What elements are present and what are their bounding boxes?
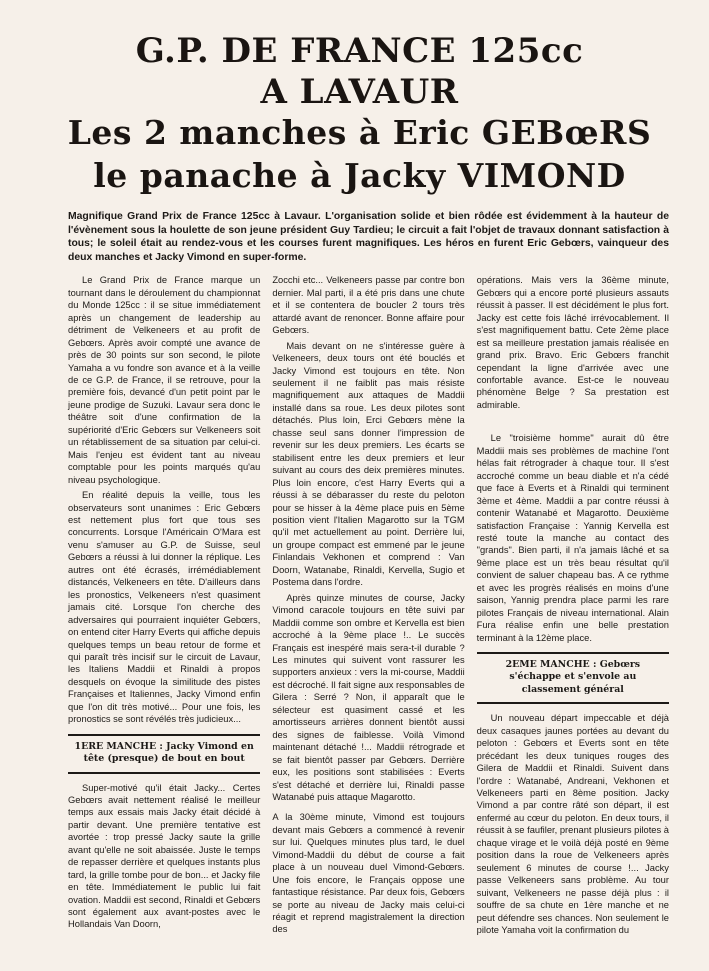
paragraph: Le Grand Prix de France marque un tournant dans le déroulement du championnat du Monde 125cc : il se situe immédiatement après un changement de leadership au détriment de Velkeneers et au profit de Gebœrs. Après avoir compté une avance de près de 30 points sur son second, le pilote Yamaha a vu fondre son avance et à la veille de ce G.P. de France, il se retrouve, pour la première fois, devancé d'un petit point par le jeune prodige de Suzuki. Lavaur sera donc le théâtre soit d'une confirmation de la supériorité d'Eric Gebœrs sur Velkeneers soit un rétablissement de sa situation par celui-ci. Mais l'enjeu est évident tant au niveau comptable pour les points marqués qu'au niveau psychologique. [68,275,261,485]
headline-line-4: le panache à Jacky VIMOND [93,156,626,195]
paragraph: Super-motivé qu'il était Jacky... Certes Gebœrs avait nettement réalisé le meilleur temps aux essais mais Jacky était décidé à partir devant. Une première tentative est avortée : trop pressé Jacky saute la grille avant qu'elle ne soit abaissée. Juste le temps de repasser derrière et quelques instants plus tard, la grille tombe pour de bon... et Jacky file en tête. Immédiatement le public lui fait ovation. Maddii est second, Rinaldi et Gebœrs sont également aux avant-postes avec le Hollandais Van Doorn, [68,782,261,930]
paragraph: Le "troisième homme" aurait dû être Maddii mais ses problèmes de machine l'ont hélas fait rétrograder à chaque tour. Il s'est accroché comme un beau diable et n'a cédé que face à Everts et à Rinaldi qui terminent 3ème et 4ème. Maddii a par contre réussi à contenir Watanabé et Magarotto. Deuxième satisfaction Française : Yannig Kervella est resté toute la manche au contact des "grands". Bien parti, il n'a jamais lâché et sa 9ème place est un très beau résultat qu'il convient de saluer chapeau bas. A ce rythme et avec les progrès réalisés en moins d'une saison, Yannig prendra place parmi les rare pilotes Français de niveau international. Alain Fura réalise enfin une belle prestation terminant à la 12ème place. [476,433,669,643]
paragraph: En réalité depuis la veille, tous les observateurs sont unanimes : Eric Gebœrs est nettement plus fort que tous ses concurrents. Lorsque l'Américain O'Mara est venu s'amuser au G.P. de Suisse, seul Gebœrs a réussi à lui donner la réplique. Les autres ont été écrasés, irrémédiablement distancés, Velkeneers en tête. D'ailleurs dans les pronostics, Velkeneers n'est quasiment jamais cité. Lorsque l'on cherche des adversaires qui pourraient inquiéter Gebœrs, on entend citer Harry Everts qui affiche depuis quelques temps un beau retour de forme et qui paraît très incisif sur le circuit de Lavaur, les Italiens Maddii et Rinaldi à propos desquels on évoque la similitude des pistes Françaises et Italiennes, Jacky Vimond enfin que l'on dit très motivé... Pour une fois, les pronostics se sont révélés très judicieux... [68,490,261,725]
headline-line-1: G.P. DE FRANCE 125cc [135,31,584,71]
headline [48,30,671,198]
paragraph: Un nouveau départ impeccable et déjà deux casaques jaunes portées au devant du peloton : Gebœrs et Everts sont en tête précédant les deux tuniques rouges des Gilera de Maddii et Rinaldi. Suivent dans l'ordre : Watanabé, Andreani, Vekhonen et Velkeneers parti en 8ème position. Jacky Vimond a par contre râté son départ, il est enfermé au cœur du peloton. En deux tours, il réussit à se faufiler, prenant plusieurs pilotes à chaque virage et le voilà déjà posté en 9ème position dans la roue de Velkeneers après seulement 6 minutes de course !... Jacky passe Velkeneers sans problème. Au tour suivant, Velkeneers ne passe déjà plus : il souffre de sa chute en 1ère manche et ne peut défendre ses chances. Non seulement le pilote Yamaha voit la confirmation du [476,713,669,935]
column-1 [68,274,260,939]
column-3 [477,274,669,939]
headline-line-2: A LAVAUR [260,72,459,112]
paragraph: A la 30ème minute, Vimond est toujours devant mais Gebœrs a commencé à revenir sur lui. Quelques minutes plus tard, le duel Vimond-Maddii du début de course a fait place à un nouveau duel Vimond-Gebœrs. Une fois encore, le Français oppose une fantastique résistance. Par deux fois, Gebœrs se porte au niveau de Jacky mais celui-ci réagit et reprend magistralement la direction des [272,812,465,935]
paragraph: Après quinze minutes de course, Jacky Vimond caracole toujours en tête suivi par Maddii comme son ombre et Kervella est bien accroché à la 9ème place !.. Le succès Français est inespéré mais sera-t-il durable ? Les minutes qui suivent vont rassurer les supporters anxieux : vers la mi-course, Maddii est décroché. Il fait signe aux responsables de Gilera : Serré ? Non, il apparaît que le sélecteur est quasiment cassé et les amortisseurs arrières donnent bientôt aussi des signes de faiblesse. Voilà Vimond maintenant détaché !... Maddii rétrograde et se fait bientôt passer par Gebœrs. Derrière eux, les positions sont stabilisées : Everts s'est détaché et derrière lui, Rinaldi passe Watanabé puis attaque Magarotto. [272,592,465,802]
paragraph: Zocchi etc... Velkeneers passe par contre bon dernier. Mal parti, il a été pris dans une chute et il se contentera de boucler 2 tours très attardé avant de renoncer. Bonne affaire pour Gebœrs. [272,275,465,336]
article-columns [68,274,669,939]
column-2 [272,274,464,939]
paragraph: opérations. Mais vers la 36ème minute, Gebœrs qui a encore porté plusieurs assauts réussit à passer. Il est décidément le plus fort. Jacky est cette fois lâché irrévocablement. Il s'est magnifiquement battu. Cete 2ème place est sa meilleure prestation jamais réalisée en grand prix. Bravo. Eric Gebœrs franchit cependant la ligne d'arrivée avec une confortable avance. Est-ce le nouveau phénomène Belge ? Sa prestation est admirable. [476,275,669,410]
section-heading-second-race: 2EME MANCHE : Gebœrs s'échappe et s'envole au classement général [477,652,669,704]
paragraph: Mais devant on ne s'intéresse guère à Velkeneers, deux tours ont été bouclés et Jacky Vimond est toujours en tête. Non seulement il ne faiblit pas mais résiste magnifiquement aux attaques de Maddii installé dans sa roue. Les deux pilotes sont détachés. Plus loin, Erci Gebœrs mène la chasse seul sans donner l'impression de revenir sur les deux premiers. Les écarts se stabilisent entre les deux premiers et leur suivant au cours des deix premières minutes. Plus loin encore, c'est Harry Everts qui a réussi à se débarasser du reste du peloton pour se hisser à la 4ème place puis en 5ème position vient l'Italien Magarotto sur la TGM qu'il met actuellement au point. Derrière lui, un groupe compact est emmené par le jeune Finlandais Vekhonen et comprend : Van Doorn, Watanabe, Rinaldi, Kervella, Sugio et Postema dans l'ordre. [272,340,465,588]
section-heading-first-race: 1ERE MANCHE : Jacky Vimond en tête (presque) de bout en bout [68,734,260,774]
spacer [477,414,669,432]
lead-paragraph: Magnifique Grand Prix de France 125cc à Lavaur. L'organisation solide et bien rôdée est évidemment à la hauteur de l'évènement sous la houlette de son jeune président Guy Tardieu; le circuit a fait l'objet de travaux donnant satisfaction à tous; le soleil était au rendez-vous et les courses furent magnifiques. Les héros en furent Eric Gebœrs, vainqueur des deux manches et Jacky Vimond en super-forme. [68,211,669,263]
headline-line-3: Les 2 manches à Eric GEBœRS [67,113,652,152]
